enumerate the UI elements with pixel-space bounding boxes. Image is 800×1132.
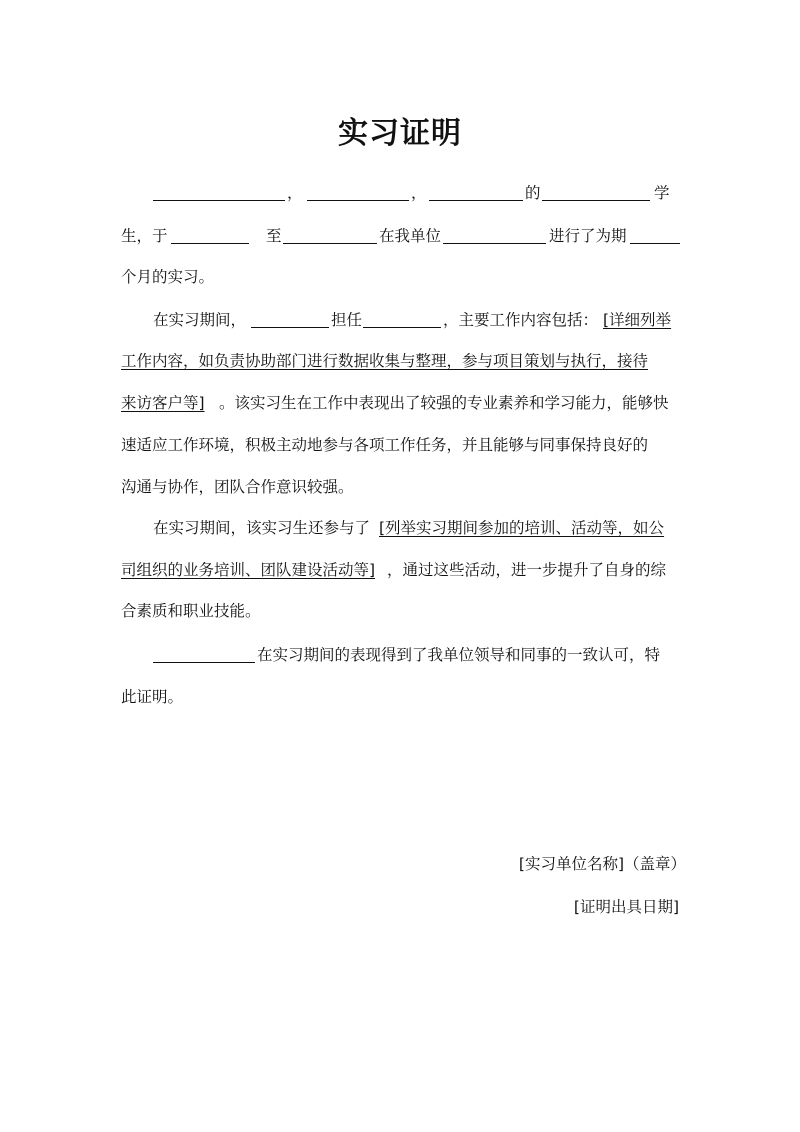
work-placeholder-l2: 工作内容，如负责协助部门进行数据收集与整理，参与项目策划与执行，接待 <box>121 352 649 370</box>
signature-unit: [实习单位名称]（盖章） <box>518 855 686 873</box>
signature-date: [证明出具日期] <box>573 898 679 916</box>
position-blank[interactable] <box>363 327 441 328</box>
student-name-blank[interactable] <box>153 200 285 201</box>
p2-line4-text: 速适应工作环境，积极主动地参与各项工作任务，并且能够与同事保持良好的 <box>121 436 649 454</box>
work-placeholder-l1: [详细列举 <box>603 311 672 329</box>
paragraph3-line3 <box>121 598 681 624</box>
paragraph2-line4 <box>121 432 681 458</box>
work-placeholder-l3: 来访客户等] <box>121 394 205 412</box>
months-text: 个月的实习。 <box>121 268 215 286</box>
paragraph3-line2 <box>121 557 681 583</box>
school-blank[interactable] <box>429 200 523 201</box>
paragraph3-line1 <box>121 515 681 541</box>
zhi-text: 至 <box>266 227 282 245</box>
gender-blank[interactable] <box>307 200 409 201</box>
p3-intro: 在实习期间，该实习生还参与了 <box>153 519 371 537</box>
p4-text1: 在实习期间的表现得到了我单位领导和同事的一致认可，特 <box>257 646 661 664</box>
paragraph4-line2 <box>121 684 681 710</box>
department-blank[interactable] <box>443 243 546 244</box>
paragraph2-line2 <box>121 348 681 374</box>
document-title: 实习证明 <box>338 116 462 151</box>
months-blank[interactable] <box>630 243 680 244</box>
xue-text: 学 <box>654 184 670 202</box>
p3-after-placeholder: ，通过这些活动，进一步提升了自身的综 <box>387 561 667 579</box>
comma-2: ， <box>411 184 427 202</box>
start-date-blank[interactable] <box>171 243 249 244</box>
period-text: 进行了为期 <box>549 227 627 245</box>
paragraph1-line3 <box>121 264 681 290</box>
major-blank[interactable] <box>542 200 650 201</box>
paragraph2-line3 <box>121 390 681 416</box>
paragraph2-line5 <box>121 474 681 500</box>
activity-placeholder-l1: [列举实习期间参加的培训、活动等，如公 <box>379 519 665 537</box>
de-text: 的 <box>525 184 541 202</box>
post-department-blank[interactable] <box>251 327 329 328</box>
p2-after-placeholder: 。该实习生在工作中表现出了较强的专业素养和学习能力，能够快 <box>219 394 669 412</box>
end-date-blank[interactable] <box>283 243 377 244</box>
p4-text2: 此证明。 <box>121 688 184 706</box>
role-text: 担任 <box>331 311 363 329</box>
at-unit-text: 在我单位 <box>379 227 442 245</box>
intern-name-blank[interactable] <box>153 662 255 663</box>
activity-placeholder-l2: 司组织的业务培训、团队建设活动等] <box>121 561 376 579</box>
p2-intro: 在实习期间， <box>153 311 247 329</box>
paragraph4-line1 <box>121 642 681 668</box>
main-work-text: ，主要工作内容包括： <box>443 311 599 329</box>
p2-line5-text: 沟通与协作，团队合作意识较强。 <box>121 478 354 496</box>
paragraph1-line1 <box>121 180 681 206</box>
sheng-yu-text: 生，于 <box>121 227 168 245</box>
comma-1: ， <box>287 184 303 202</box>
paragraph2-line1 <box>121 307 681 333</box>
paragraph1-line2 <box>121 223 681 249</box>
p3-line3-text: 合素质和职业技能。 <box>121 602 261 620</box>
